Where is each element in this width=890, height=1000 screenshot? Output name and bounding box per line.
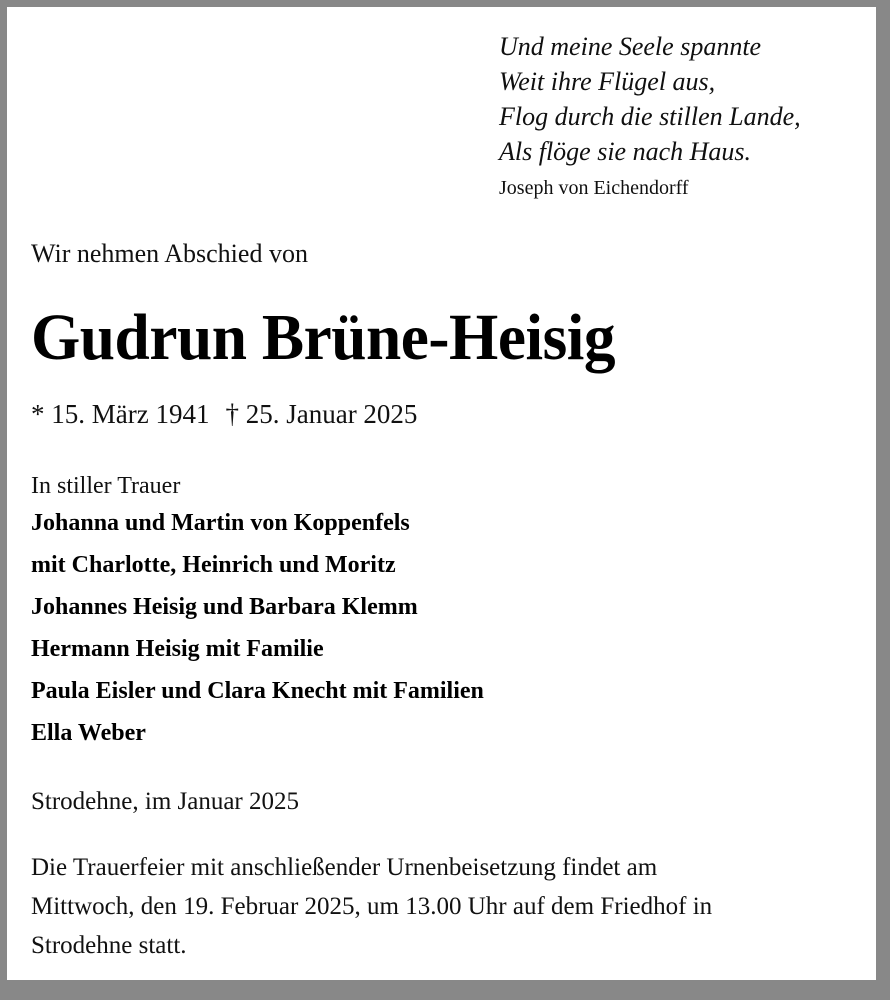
poem-line-1: Und meine Seele spannte [499, 32, 762, 61]
poem-line-2: Weit ihre Flügel aus, [499, 67, 716, 96]
mourner-item: Ella Weber [31, 720, 146, 746]
mourner-item: Hermann Heisig mit Familie [31, 636, 324, 662]
mourner-item: Johannes Heisig und Barbara Klemm [31, 594, 418, 620]
death-date: † 25. Januar 2025 [225, 399, 418, 429]
mourners-list [31, 502, 866, 754]
mourning-intro: In stiller Trauer [31, 473, 181, 499]
notice-inner [7, 7, 876, 980]
poem-block [499, 29, 879, 203]
birth-date: * 15. März 1941 [31, 399, 210, 429]
service-details [31, 848, 867, 965]
place-and-date: Strodehne, im Januar 2025 [31, 788, 300, 815]
service-line-1: Die Trauerfeier mit anschließender Urnenbeisetzung findet am [31, 854, 658, 881]
service-line-3: Strodehne statt. [31, 932, 187, 959]
service-line-2: Mittwoch, den 19. Februar 2025, um 13.00 Uhr auf dem Friedhof in [31, 893, 713, 920]
poem-author: Joseph von Eichendorff [499, 177, 689, 199]
life-dates [31, 397, 866, 431]
poem-line-3: Flog durch die stillen Lande, [499, 102, 801, 131]
mourner-item: mit Charlotte, Heinrich und Moritz [31, 552, 396, 578]
mourner-item: Johanna und Martin von Koppenfels [31, 510, 410, 536]
farewell-lead: Wir nehmen Abschied von [31, 239, 308, 268]
poem-line-4: Als flöge sie nach Haus. [499, 137, 752, 166]
deceased-name: Gudrun Brüne-Heisig [31, 301, 616, 374]
announcement-body [31, 237, 866, 965]
mourner-item: Paula Eisler und Clara Knecht mit Familien [31, 678, 484, 704]
